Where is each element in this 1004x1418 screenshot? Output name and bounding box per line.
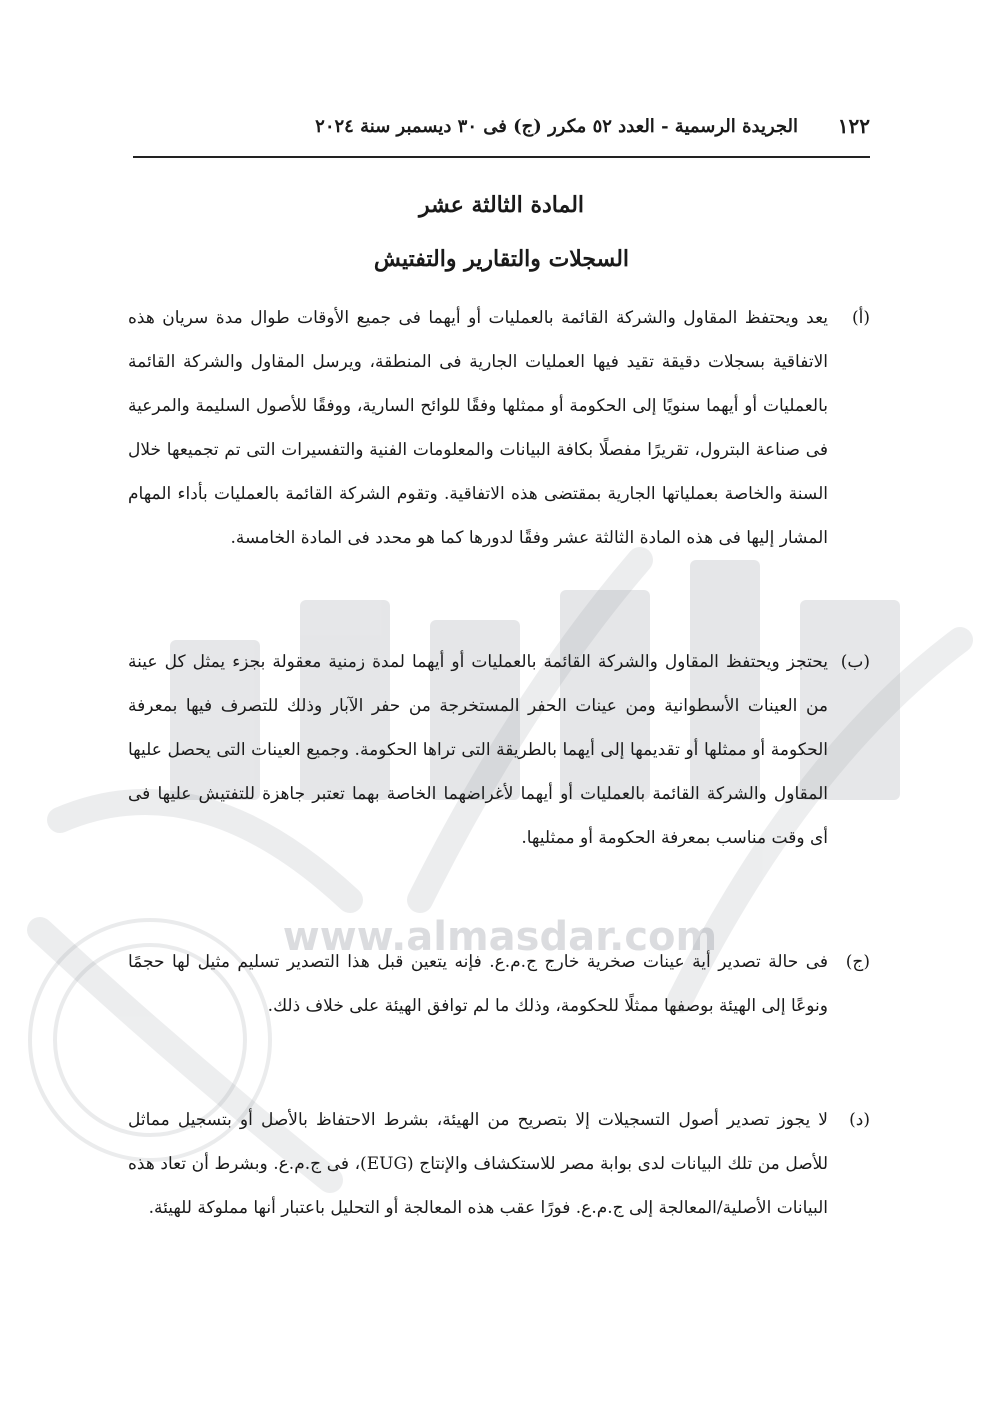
clause-text: فى حالة تصدير أية عينات صخرية خارج ج.م.ع. فإنه يتعين قبل هذا التصدير تسليم مثيل لها حجمًا ونوعًا إلى الهيئة بوصفها ممثلًا للحكومة، وذلك ما لم توافق الهيئة على خلاف ذلك.	[128, 952, 828, 1016]
page-number: ١٢٢	[837, 114, 870, 138]
page-header	[133, 112, 870, 158]
clause-b	[128, 640, 870, 860]
clause-text: يعد ويحتفظ المقاول والشركة القائمة بالعمليات أو أيهما فى جميع الأوقات طوال مدة سريان هذه الاتفاقية بسجلات دقيقة تقيد فيها العمليات الجارية فى المنطقة، ويرسل المقاول والشركة القائمة بالعمليات أو أيهما سنويًا إلى الحكومة أو ممثلها وفقًا للوائح السارية، ووفقًا للأصول السليمة والمرعية فى صناعة البترول، تقريرًا مفصلًا بكافة البيانات والمعلومات الفنية والتفسيرات التى تم تجميعها خلال السنة والخاصة بعملياتها الجارية بمقتضى هذه الاتفاقية. وتقوم الشركة القائمة بالعمليات بأداء المهام المشار إليها فى هذه المادة الثالثة عشر وفقًا لدورها كما هو محدد فى المادة الخامسة.	[128, 308, 828, 548]
clause-letter: (د)	[849, 1110, 870, 1130]
clause-text: لا يجوز تصدير أصول التسجيلات إلا بتصريح من الهيئة، بشرط الاحتفاظ بالأصل أو بتسجيل مماثل للأصل من تلك البيانات لدى بوابة مصر للاستكشاف والإنتاج (EUG)، فى ج.م.ع. وبشرط أن تعاد هذه البيانات الأصلية/المعالجة إلى ج.م.ع. فورًا عقب هذه المعالجة أو التحليل باعتبار أنها مملوكة للهيئة.	[128, 1110, 828, 1218]
section-title: السجلات والتقارير والتفتيش	[373, 246, 630, 272]
watermark-site-text: www.almasdar.com	[282, 914, 718, 960]
article-title: المادة الثالثة عشر	[418, 192, 585, 218]
gazette-title: الجريدة الرسمية - العدد ٥٢ مكرر (ج) فى ٣٠ ديسمبر سنة ٢٠٢٤	[315, 116, 798, 137]
clause-a	[128, 296, 870, 560]
clause-c	[128, 940, 870, 1028]
clause-letter: (أ)	[852, 308, 870, 328]
clause-letter: (ب)	[840, 652, 870, 672]
clause-text: يحتجز ويحتفظ المقاول والشركة القائمة بالعمليات أو أيهما لمدة زمنية معقولة بجزء يمثل كل عينة من العينات الأسطوانية ومن عينات الحفر المستخرجة من حفر الآبار وذلك للتصرف فيها بمعرفة الحكومة أو ممثلها أو تقديمها إلى أيهما بالطريقة التى تراها الحكومة. وجميع العينات التى يحصل عليها المقاول والشركة القائمة بالعمليات أو أيهما لأغراضهما الخاصة بهما تعتبر جاهزة للتفتيش عليها فى أى وقت مناسب بمعرفة الحكومة أو ممثليها.	[128, 652, 828, 848]
clause-letter: (ج)	[845, 952, 870, 972]
clause-d	[128, 1098, 870, 1230]
